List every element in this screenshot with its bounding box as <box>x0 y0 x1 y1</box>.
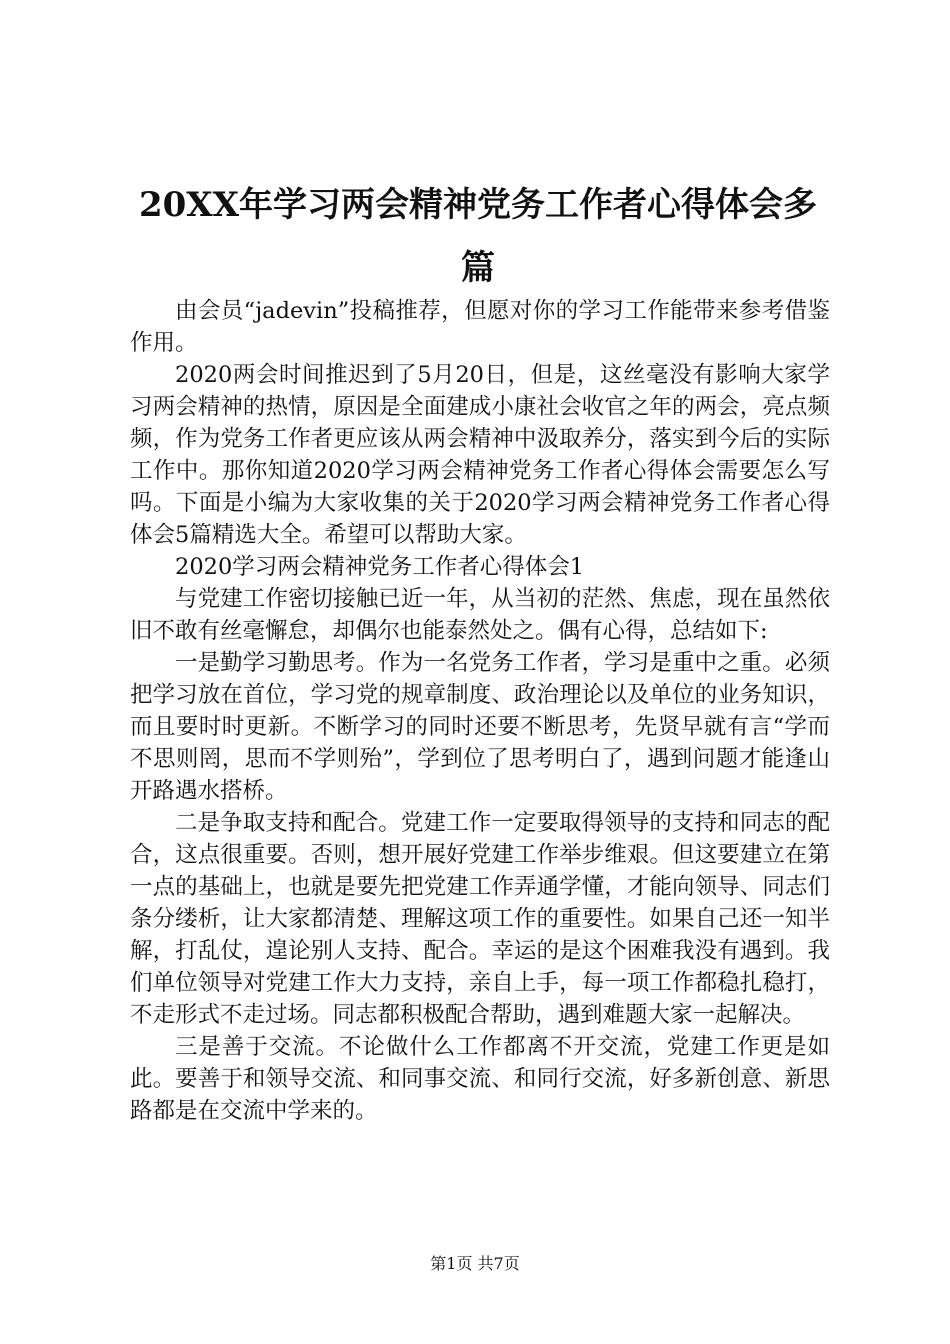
document-title-line-2: 篇 <box>461 248 495 288</box>
page-footer: 第1页 共7页 <box>430 1254 520 1273</box>
section-heading: 2020学习两会精神党务工作者心得体会1 <box>175 554 585 580</box>
paragraph: 二是争取支持和配合。党建工作一定要取得领导的支持和同志的配合，这点很重要。否则，想开展好党建工作举步维艰。但这要建立在第一点的基础上，也就是要先把党建工作弄通学懂，才能向领导、同志们条分缕析，让大家都清楚、理解这项工作的重要性。如果自己还一知半解，打乱仗，遑论别人支持、配合。幸运的是这个困难我没有遇到。我们单位领导对党建工作大力支持，亲自上手，每一项工作都稳扎稳打，不走形式不走过场。同志都积极配合帮助，遇到难题大家一起解决。 <box>130 810 830 1028</box>
document-body <box>130 295 830 1127</box>
paragraph-background: 2020两会时间推迟到了5月20日，但是，这丝毫没有影响大家学习两会精神的热情，原因是全面建成小康社会收官之年的两会，亮点频频，作为党务工作者更应该从两会精神中汲取养分，落实到今后的实际工作中。那你知道2020学习两会精神党务工作者心得体会需要怎么写吗。下面是小编为大家收集的关于2020学习两会精神党务工作者心得体会5篇精选大全。希望可以帮助大家。 <box>130 362 830 548</box>
paragraph-intro: 由会员“jadevin”投稿推荐，但愿对你的学习工作能带来参考借鉴作用。 <box>130 298 830 356</box>
paragraph: 与党建工作密切接触已近一年，从当初的茫然、焦虑，现在虽然依旧不敢有丝毫懈怠，却偶尔也能泰然处之。偶有心得，总结如下: <box>130 586 830 644</box>
paragraph: 三是善于交流。不论做什么工作都离不开交流，党建工作更是如此。要善于和领导交流、和同事交流、和同行交流，好多新创意、新思路都是在交流中学来的。 <box>130 1034 830 1124</box>
paragraph: 一是勤学习勤思考。作为一名党务工作者，学习是重中之重。必须把学习放在首位，学习党的规章制度、政治理论以及单位的业务知识，而且要时时更新。不断学习的同时还要不断思考，先贤早就有言“学而不思则罔，思而不学则殆”，学到位了思考明白了，遇到问题才能逢山开路遇水搭桥。 <box>130 650 830 804</box>
document-title-line-1: 20XX年学习两会精神党务工作者心得体会多 <box>138 185 818 225</box>
